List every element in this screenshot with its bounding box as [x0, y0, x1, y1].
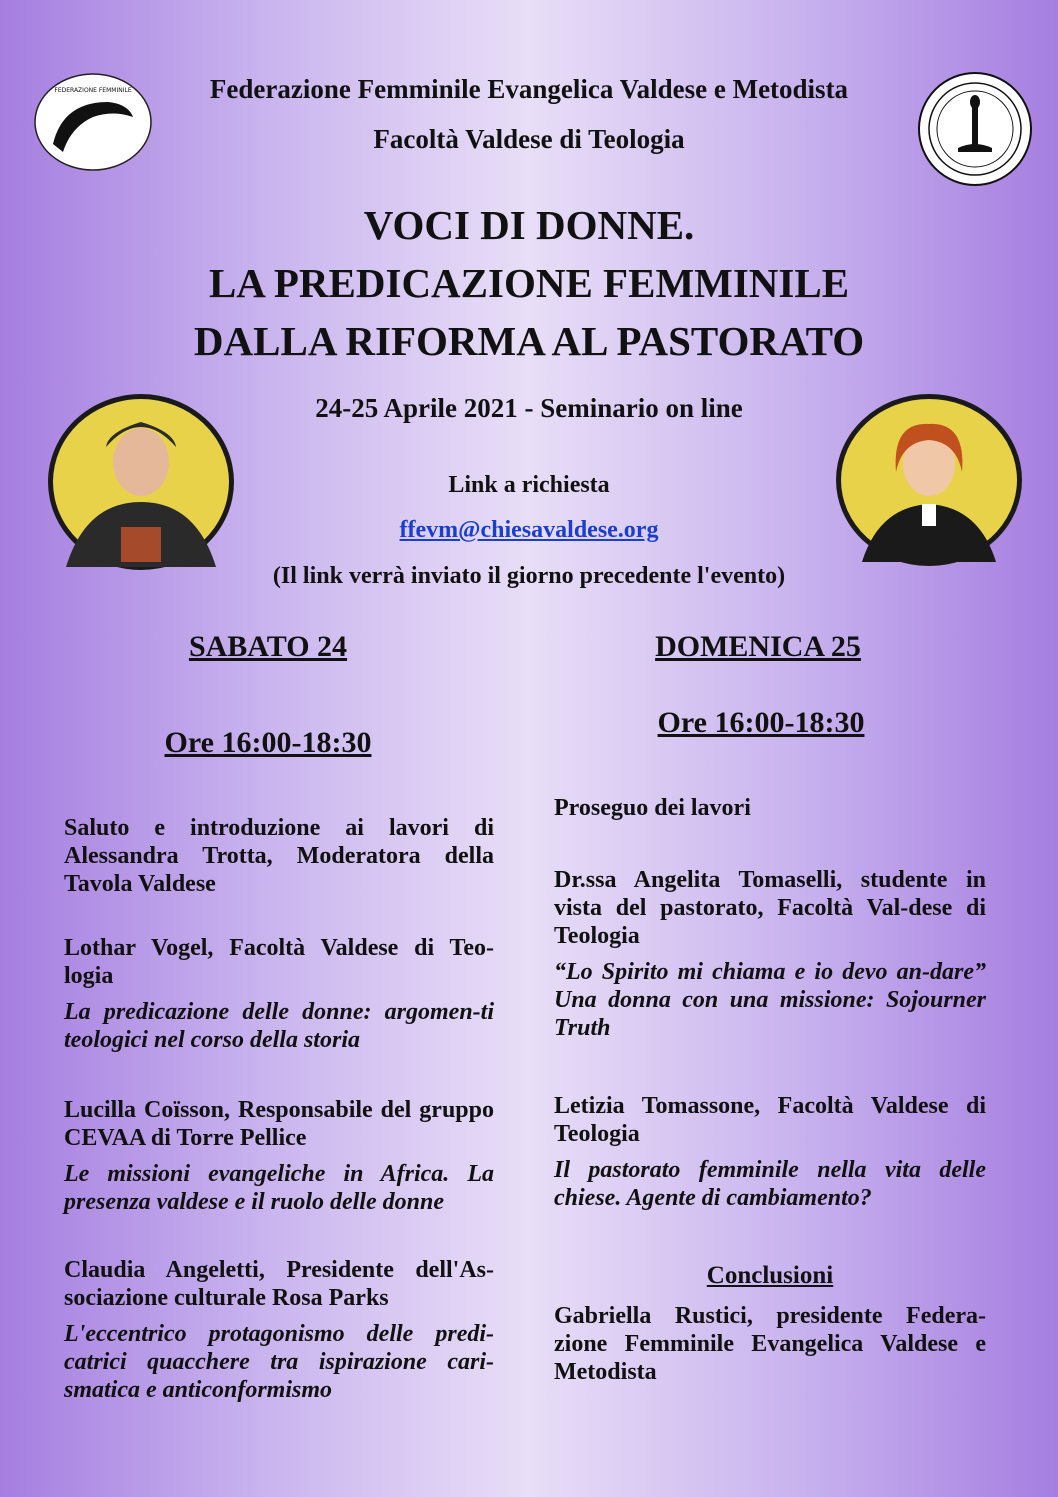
saturday-item-2 [64, 934, 494, 1054]
svg-text:FEDERAZIONE FEMMINILE: FEDERAZIONE FEMMINILE [54, 87, 132, 94]
sunday-intro [554, 794, 986, 822]
saturday-item-2-name: Lothar Vogel, Facoltà Valdese di Teo-logia [64, 935, 494, 989]
saturday-item-1-name: Saluto e introduzione ai lavori di Alessandra Trotta, Moderatora della Tavola Valdese [64, 815, 494, 897]
conclusions-text: Gabriella Rustici, presidente Federa-zione Femminile Evangelica Valdese e Metodista [554, 1303, 986, 1385]
sunday-item-1-name: Dr.ssa Angelita Tomaselli, studente in vista del pastorato, Facoltà Val-dese di Teologia [554, 867, 986, 949]
saturday-item-3-talk: Le missioni evangeliche in Africa. La presenza valdese e il ruolo delle donne [64, 1161, 494, 1215]
sunday-item-1 [554, 866, 986, 1042]
sunday-heading: DOMENICA 25 [655, 630, 861, 663]
title-line-2: LA PREDICAZIONE FEMMINILE [208, 260, 850, 306]
link-note: (Il link verrà inviato il giorno precedente l'evento) [272, 563, 786, 589]
sunday-item-2 [554, 1092, 986, 1212]
sunday-item-2-talk: Il pastorato femminile nella vita delle chiese. Agente di cambiamento? [554, 1157, 986, 1211]
conclusions-heading: Conclusioni [706, 1262, 834, 1289]
saturday-heading: SABATO 24 [188, 630, 348, 663]
sunday-item-1-talk: “Lo Spirito mi chiama e io devo an-dare” Una donna con una missione: Sojourner Truth [554, 959, 986, 1041]
link-request-label: Link a richiesta [448, 472, 610, 498]
saturday-time: Ore 16:00-18:30 [164, 726, 372, 759]
conclusions-block [554, 1302, 986, 1386]
organizer-faculty: Facoltà Valdese di Teologia [373, 124, 685, 154]
saturday-item-3-name: Lucilla Coïsson, Responsabile del gruppo CEVAA di Torre Pellice [64, 1097, 494, 1151]
sunday-item-2-name: Letizia Tomassone, Facoltà Valdese di Teologia [554, 1093, 986, 1147]
saturday-item-2-talk: La predicazione delle donne: argomen-ti teologici nel corso della storia [64, 999, 494, 1053]
event-dates: 24-25 Aprile 2021 - Seminario on line [315, 393, 743, 423]
saturday-item-1 [64, 814, 494, 898]
event-title [0, 196, 1058, 370]
contact-email-link[interactable]: ffevm@chiesavaldese.org [399, 517, 659, 543]
organizer-federation: Federazione Femminile Evangelica Valdese e Metodista [209, 74, 849, 104]
title-line-3: DALLA RIFORMA AL PASTORATO [193, 318, 865, 364]
saturday-item-4 [64, 1256, 494, 1404]
saturday-item-4-name: Claudia Angeletti, Presidente dell'As-sociazione culturale Rosa Parks [64, 1257, 494, 1311]
saturday-item-3 [64, 1096, 494, 1216]
sunday-intro-text: Proseguo dei lavori [554, 795, 751, 821]
sunday-time: Ore 16:00-18:30 [657, 706, 865, 739]
title-line-1: VOCI DI DONNE. [363, 202, 695, 248]
saturday-item-4-talk: L'eccentrico protagonismo delle predi-catrici quacchere tra ispirazione cari-smatica e anticonformismo [64, 1321, 494, 1403]
